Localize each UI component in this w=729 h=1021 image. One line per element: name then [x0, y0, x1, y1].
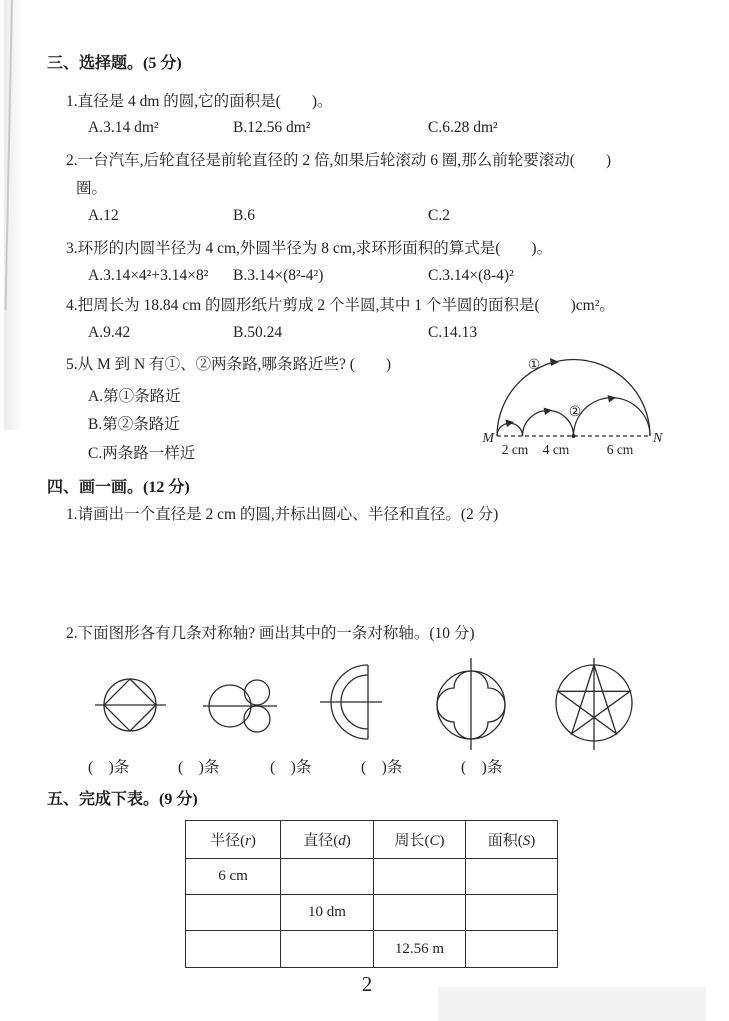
axis-count-blank-5: ( )条	[461, 759, 503, 776]
figure-circle-with-inscribed-square	[95, 679, 166, 731]
section4-question-2: 2.下面图形各有几条对称轴? 画出其中的一条对称轴。(10 分)	[66, 625, 475, 642]
q5-option-b: B.第②条路近	[88, 416, 180, 433]
page-number: 2	[361, 972, 373, 996]
point-n-label: N	[653, 431, 663, 446]
routes-diagram	[480, 350, 676, 468]
cell-circumference-given: 12.56 m	[374, 931, 466, 968]
segment-6cm-label: 6 cm	[606, 442, 634, 457]
cell-radius-given: 6 cm	[186, 859, 281, 895]
axis-count-blank-3: ( )条	[270, 759, 312, 776]
q1-option-c: C.6.28 dm²	[428, 119, 498, 136]
axis-count-blank-4: ( )条	[361, 759, 403, 776]
cell-blank	[466, 931, 558, 968]
point-m-label: M	[482, 431, 494, 446]
q5-option-a: A.第①条路近	[88, 388, 181, 405]
figure-quatrefoil-in-circle	[437, 658, 505, 750]
figure-star-in-circle	[556, 658, 632, 750]
cell-blank	[281, 859, 374, 895]
route1-big-semicircle	[497, 360, 650, 437]
table-row	[186, 895, 558, 931]
question-3: 3.环形的内圆半径为 4 cm,外圆半径为 8 cm,求环形面积的算式是( )。	[66, 240, 553, 257]
q1-option-a: A.3.14 dm²	[88, 119, 159, 136]
route2-arc-2cm	[497, 423, 523, 436]
q3-option-c: C.3.14×(8-4)²	[428, 267, 514, 284]
header-radius: 半径(r)	[186, 821, 281, 859]
section4-title: 四、画一画。(12 分)	[47, 479, 190, 496]
q2-option-c: C.2	[428, 207, 450, 224]
cell-blank	[466, 859, 558, 895]
section5-title: 五、完成下表。(9 分)	[47, 791, 198, 808]
route2-arc-4cm	[523, 411, 574, 437]
question-2: 2.一台汽车,后轮直径是前轮直径的 2 倍,如果后轮滚动 6 圈,那么前轮要滚动( )	[66, 152, 612, 169]
section3-title: 三、选择题。(5 分)	[47, 55, 182, 72]
route2-arc-6cm	[574, 398, 651, 436]
cell-blank	[281, 931, 374, 968]
q3-option-b: B.3.14×(8²-4²)	[233, 267, 324, 284]
section4-question-1: 1.请画出一个直径是 2 cm 的圆,并标出圆心、半径和直径。(2 分)	[66, 506, 499, 523]
question-4: 4.把周长为 18.84 cm 的圆形纸片剪成 2 个半圆,其中 1 个半圆的面积是( )cm²。	[66, 297, 615, 314]
baseline-dot	[572, 434, 576, 438]
header-area: 面积(S)	[466, 821, 558, 859]
table-header-row	[186, 821, 558, 859]
arc-arrowheads	[506, 358, 617, 427]
q2-option-a: A.12	[88, 207, 119, 224]
symmetry-figures	[60, 650, 680, 762]
segment-2cm-label: 2 cm	[501, 442, 529, 457]
cell-diameter-given: 10 dm	[281, 895, 374, 931]
q3-option-a: A.3.14×4²+3.14×8²	[88, 267, 209, 284]
circle-measures-table	[185, 820, 558, 968]
table-row	[186, 931, 558, 968]
segment-4cm-label: 4 cm	[542, 442, 570, 457]
axis-count-blank-2: ( )条	[178, 759, 220, 776]
q4-option-b: B.50.24	[233, 324, 283, 341]
q5-option-c: C.两条路一样近	[88, 445, 196, 462]
cell-blank	[374, 859, 466, 895]
route2-label: ②	[568, 405, 582, 420]
header-diameter: 直径(d)	[281, 821, 374, 859]
figure-half-ring	[320, 665, 382, 739]
question-5: 5.从 M 到 N 有①、②两条路,哪条路近些? ( )	[66, 356, 392, 373]
cell-blank	[186, 895, 281, 931]
cell-blank	[374, 895, 466, 931]
question-2-continuation: 圈。	[76, 180, 108, 197]
cell-blank	[186, 931, 281, 968]
cell-blank	[466, 895, 558, 931]
scan-bottom-shadow	[438, 987, 706, 1021]
table-row	[186, 859, 558, 895]
q4-option-c: C.14.13	[428, 324, 478, 341]
route1-label: ①	[527, 358, 541, 373]
question-1: 1.直径是 4 dm 的圆,它的面积是( )。	[66, 93, 333, 110]
figure-three-tangent-circles	[203, 680, 277, 732]
axis-count-blank-1: ( )条	[88, 759, 130, 776]
q2-option-b: B.6	[233, 207, 255, 224]
q1-option-b: B.12.56 dm²	[233, 119, 311, 136]
header-circumference: 周长(C)	[374, 821, 466, 859]
q4-option-a: A.9.42	[88, 324, 131, 341]
